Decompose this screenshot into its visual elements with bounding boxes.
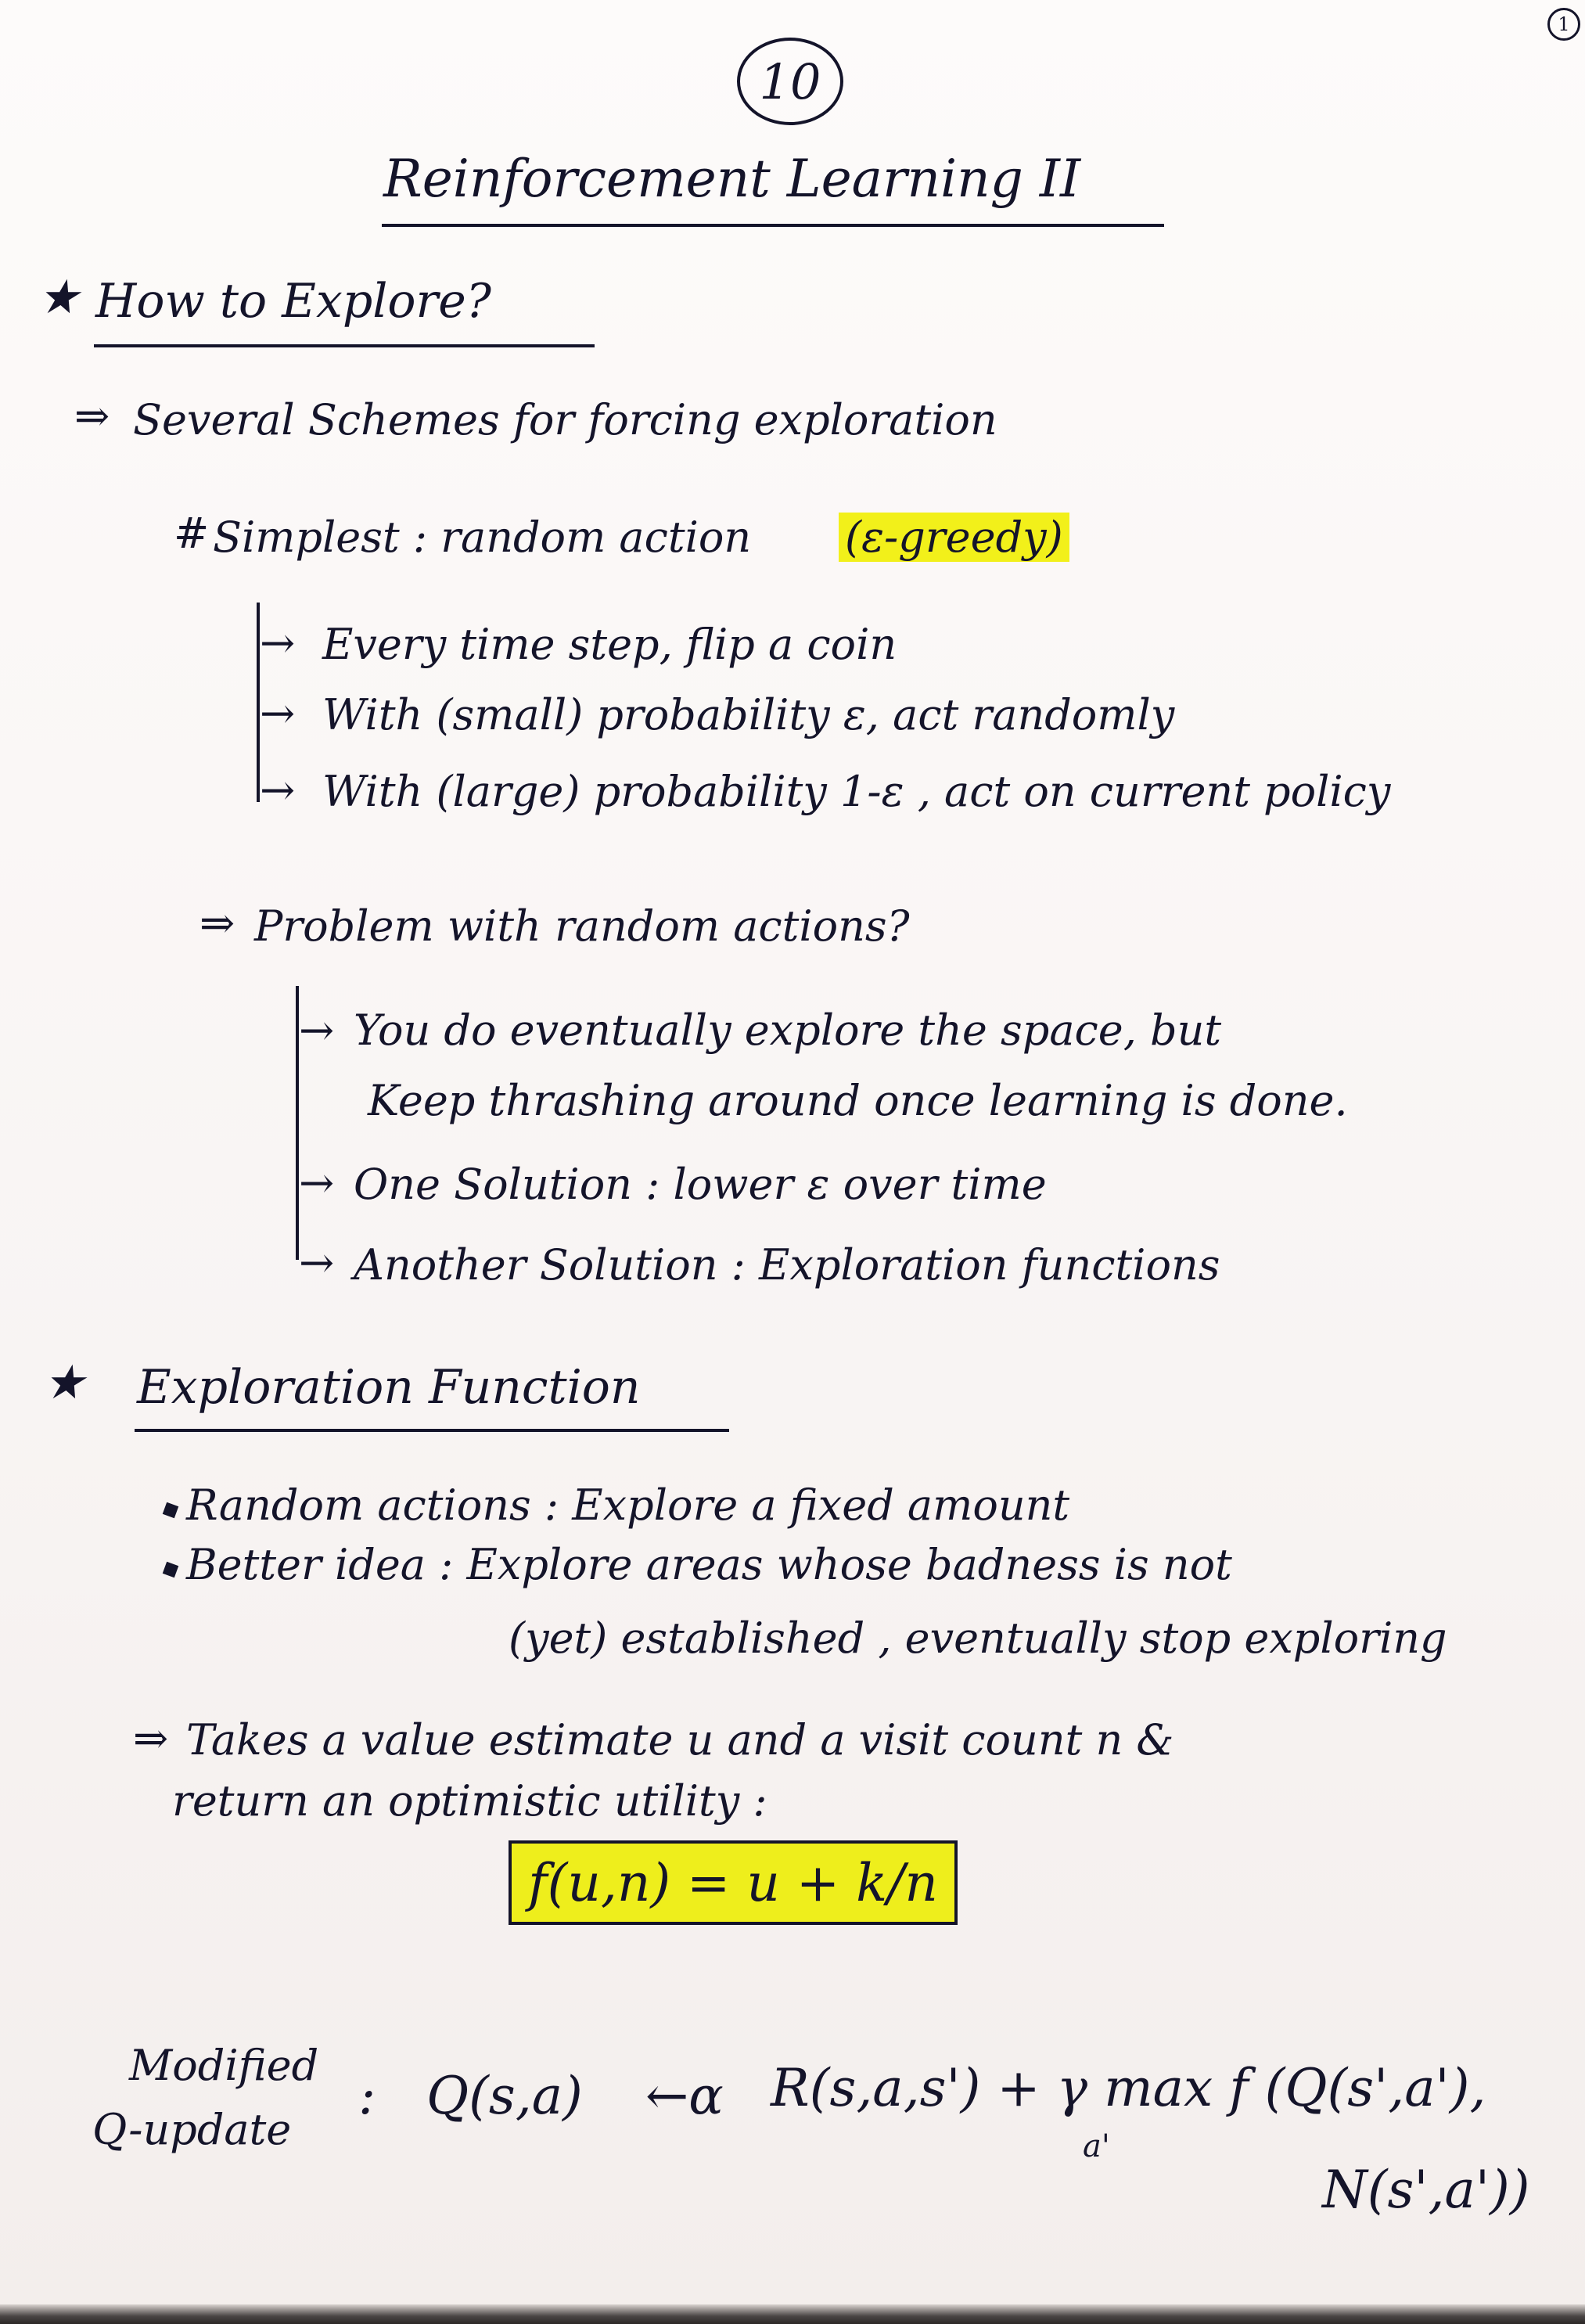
exploration-bullet-3: (yet) established , eventually stop exploring: [509, 1613, 1447, 1663]
exploration-bullet-1: Random actions : Explore a fixed amount: [186, 1480, 1070, 1530]
update-max-subscript: a': [1083, 2128, 1110, 2164]
page-bottom-edge: [0, 2304, 1585, 2324]
problem-point-2: Keep thrashing around once learning is done.: [368, 1076, 1348, 1125]
update-label-1: Modified: [129, 2041, 319, 2090]
step-3: With (large) probability 1-ε , act on current policy: [322, 767, 1391, 816]
implies-arrow-icon: ⇒: [133, 1714, 169, 1763]
step-2: With (small) probability ε, act randomly: [322, 690, 1175, 739]
simplest-line: Simplest : random action: [213, 513, 752, 562]
update-arrow: ←α: [645, 2066, 724, 2126]
problem-line: Problem with random actions?: [254, 901, 910, 951]
exploration-formula-box: [509, 1840, 958, 1925]
exploration-formula: f(u,n) = u + k/n: [528, 1852, 938, 1913]
update-colon: :: [358, 2066, 376, 2126]
section-heading-exploration-function: Exploration Function: [137, 1360, 641, 1415]
section-heading-explore: How to Explore?: [95, 274, 491, 329]
takes-line-1: Takes a value estimate u and a visit count n &: [186, 1715, 1174, 1765]
star-bullet-icon: ★: [43, 1355, 85, 1410]
star-bullet-icon: ★: [38, 270, 80, 325]
page-number: 10: [737, 38, 843, 125]
problem-point-3: One Solution : lower ε over time: [354, 1160, 1047, 1209]
step-1: Every time step, flip a coin: [322, 620, 897, 669]
takes-line-2: return an optimistic utility :: [172, 1776, 767, 1826]
update-lhs: Q(s,a): [426, 2066, 583, 2126]
title-underline: [382, 224, 1164, 227]
update-rhs-line2: N(s',a')): [1322, 2160, 1530, 2220]
intro-line: Several Schemes for forcing exploration: [133, 395, 997, 444]
arrow-icon: →: [299, 1006, 335, 1055]
implies-arrow-icon: ⇒: [74, 391, 110, 441]
arrow-icon: →: [260, 618, 296, 667]
hash-bullet-icon: #: [174, 509, 210, 558]
page-title: Reinforcement Learning II: [383, 149, 1081, 209]
arrow-icon: →: [260, 765, 296, 815]
implies-arrow-icon: ⇒: [199, 898, 235, 948]
arrow-icon: →: [299, 1158, 335, 1207]
corner-page-mark: 1: [1547, 8, 1580, 41]
epsilon-greedy-highlight: (ε-greedy): [839, 513, 1069, 562]
heading-underline: [135, 1429, 729, 1432]
exploration-bullet-2: Better idea : Explore areas whose badness is not: [186, 1540, 1232, 1589]
problem-point-1: You do eventually explore the space, but: [354, 1006, 1222, 1055]
heading-underline: [94, 344, 595, 347]
update-label-2: Q-update: [92, 2105, 292, 2154]
arrow-icon: →: [260, 689, 296, 738]
arrow-icon: →: [299, 1238, 335, 1287]
update-rhs: R(s,a,s') + γ max f (Q(s',a'),: [771, 2058, 1486, 2118]
problem-point-4: Another Solution : Exploration functions: [354, 1240, 1220, 1290]
